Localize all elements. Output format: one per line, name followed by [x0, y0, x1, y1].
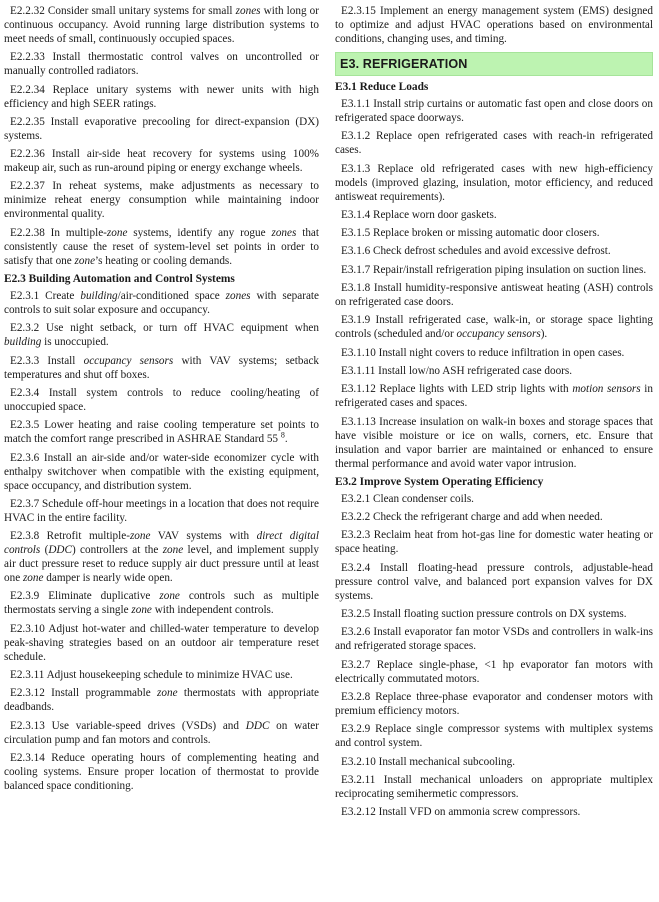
list-item: E3.1.9 Install refrigerated case, walk-in, or storage space lighting controls (scheduled and/or occupancy sensors).	[335, 314, 653, 341]
section-heading: E3. REFRIGERATION	[335, 52, 653, 76]
list-item: E3.2.6 Install evaporator fan motor VSDs and controllers in walk-ins and refrigerated storage spaces.	[335, 626, 653, 653]
list-item: E3.2.2 Check the refrigerant charge and add when needed.	[341, 511, 603, 524]
list-item: E3.1.5 Replace broken or missing automatic door closers.	[341, 227, 600, 240]
list-item: E3.1.7 Repair/install refrigeration piping insulation on suction lines.	[341, 263, 647, 276]
list-item: E3.1.6 Check defrost schedules and avoid excessive defrost.	[341, 245, 611, 258]
list-item: E2.2.34 Replace unitary systems with newer units with high efficiency and high SEER ratings.	[4, 83, 319, 110]
list-item: E3.2.4 Install floating-head pressure controls, adjustable-head pressure control valve, and balanced port expansion valves for DX systems.	[335, 561, 653, 602]
list-item: E3.1.8 Install humidity-responsive antisweat heating (ASH) controls on refrigerated case doors.	[335, 282, 653, 309]
list-item: E3.1.3 Replace old refrigerated cases with new high-efficiency models (improved glazing, insulation, motor efficiency, and reduced antisweat requirements).	[335, 162, 653, 203]
list-item: E2.2.37 In reheat systems, make adjustments as necessary to minimize reheat energy consumption while maintaining indoor environmental quality.	[4, 180, 319, 221]
list-item: E2.2.35 Install evaporative precooling for direct-expansion (DX) systems.	[4, 115, 319, 142]
list-item: E2.3.14 Reduce operating hours of complementing heating and cooling systems. Ensure proper location of thermostat to provide balanced space conditioning.	[4, 751, 319, 792]
list-item: E3.2.11 Install mechanical unloaders on appropriate multiplex reciprocating semihermetic compressors.	[335, 773, 653, 800]
list-item: E3.2.9 Replace single compressor systems with multiplex systems and control system.	[335, 723, 653, 750]
list-item: E2.3.3 Install occupancy sensors with VAV systems; setback temperatures and shut off boxes.	[4, 354, 320, 381]
list-item: E3.1.10 Install night covers to reduce infiltration in open cases.	[341, 346, 625, 359]
subsection-heading: E3.1 Reduce Loads	[335, 81, 429, 93]
list-item: E3.2.3 Reclaim heat from hot-gas line for domestic water heating or space heating.	[335, 529, 653, 556]
list-item: E2.3.8 Retrofit multiple-zone VAV systems with direct digital controls (DDC) controllers at the zone level, and implement supply air duct pressure reset to reduce supply air duct pressure until at least one zone damper is nearly wide open.	[4, 530, 319, 585]
list-item: E2.3.6 Install an air-side and/or water-side economizer cycle with enthalpy switchover when compatible with the existing equipment, space occupancy, and distribution system.	[4, 451, 319, 492]
list-item: E2.3.15 Implement an energy management system (EMS) designed to optimize and adjust HVAC operations based on environmental conditions, changing uses, and timing.	[335, 5, 653, 45]
list-item: E3.2.12 Install VFD on ammonia screw compressors.	[341, 806, 581, 819]
list-item: E2.3.10 Adjust hot-water and chilled-water temperature to develop peak-shaving strategies based on an outdoor air temperature reset schedule.	[4, 622, 319, 663]
list-item: E3.1.11 Install low/no ASH refrigerated case doors.	[341, 364, 573, 377]
list-item: E3.2.8 Replace three-phase evaporator and condenser motors with premium efficiency motors.	[335, 690, 653, 717]
subsection-heading: E2.3 Building Automation and Control Systems	[4, 273, 235, 286]
list-item: E3.2.10 Install mechanical subcooling.	[341, 755, 515, 768]
list-item: E2.3.11 Adjust housekeeping schedule to minimize HVAC use.	[10, 669, 293, 682]
list-item: E2.2.32 Consider small unitary systems for small zones with long or continuous occupancy. Avoid running large distribution systems to meet needs of small, continuously occupied spaces.	[4, 5, 319, 45]
list-item: E2.3.2 Use night setback, or turn off HVAC equipment when building is unoccupied.	[4, 322, 319, 349]
list-item: E3.1.4 Replace worn door gaskets.	[341, 208, 497, 221]
list-item: E2.2.38 In multiple-zone systems, identify any rogue zones that consistently cause the reset of system-level set points in order to satisfy that one zone’s heating or cooling demands.	[4, 226, 319, 267]
right-column	[335, 4, 653, 823]
list-item: E2.2.33 Install thermostatic control valves on uncontrolled or manually controlled radiators.	[4, 51, 319, 78]
list-item: E3.2.7 Replace single-phase, <1 hp evaporator fan motors with electrically commutated motors.	[335, 658, 653, 685]
list-item: E2.2.36 Install air-side heat recovery for systems using 100% makeup air, such as run-around piping or energy exchange wheels.	[4, 148, 319, 175]
list-item: E2.3.13 Use variable-speed drives (VSDs) and DDC on water circulation pump and fan motors and controls.	[4, 719, 319, 746]
list-item: E3.1.1 Install strip curtains or automatic fast open and close doors on refrigerated space doorways.	[335, 98, 653, 124]
list-item: E2.3.5 Lower heating and raise cooling temperature set points to match the comfort range prescribed in ASHRAE Standard 55 $^8$.	[4, 419, 319, 446]
subsection-heading: E3.2 Improve System Operating Efficiency	[335, 475, 544, 488]
list-item: E3.1.13 Increase insulation on walk-in boxes and storage spaces that have visible moisture or ice on walls, corners, etc. Ensure that insulation and vapor barrier are maintained or enhanced to ensure thermal performance and avoid water vapor intrusion.	[335, 415, 653, 470]
left-column	[4, 4, 319, 797]
list-item: E3.1.12 Replace lights with LED strip lights with motion sensors in refrigerated cases and spaces.	[335, 383, 653, 410]
list-item: E3.1.2 Replace open refrigerated cases with reach-in refrigerated cases.	[335, 130, 653, 157]
list-item: E2.3.9 Eliminate duplicative zone controls such as multiple thermostats serving a single zone with independent controls.	[4, 590, 319, 617]
list-item: E3.2.1 Clean condenser coils.	[341, 492, 474, 505]
list-item: E2.3.7 Schedule off-hour meetings in a location that does not require HVAC in the entire facility.	[4, 497, 319, 524]
list-item: E2.3.4 Install system controls to reduce cooling/heating of unoccupied space.	[4, 386, 319, 413]
list-item: E3.2.5 Install floating suction pressure controls on DX systems.	[341, 608, 627, 621]
list-item: E2.3.12 Install programmable zone thermostats with appropriate deadbands.	[4, 687, 319, 714]
list-item: E2.3.1 Create building/air-conditioned space zones with separate controls to suit solar exposure and occupancy.	[4, 290, 319, 317]
